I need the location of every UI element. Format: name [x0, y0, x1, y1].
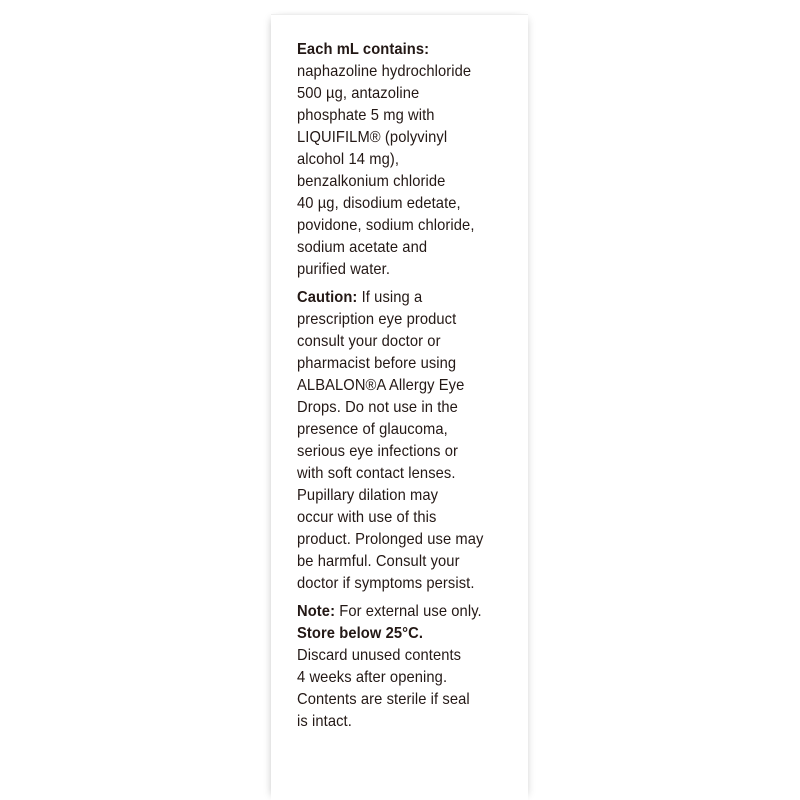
caution-line: Pupillary dilation may	[297, 487, 439, 504]
caution-line: with soft contact lenses.	[297, 465, 456, 482]
contents-line: povidone, sodium chloride,	[297, 217, 475, 234]
note-label: Note:	[297, 603, 336, 620]
storage-instruction: Store below 25°C.	[297, 625, 424, 642]
contents-line: alcohol 14 mg),	[297, 151, 400, 168]
caution-line: presence of glaucoma,	[297, 421, 448, 438]
caution-first-line	[297, 287, 507, 309]
contents-heading: Each mL contains:	[297, 41, 430, 58]
note-section	[297, 601, 507, 733]
caution-line: doctor if symptoms persist.	[297, 575, 475, 592]
contents-line: sodium acetate and	[297, 239, 428, 256]
caution-line: occur with use of this	[297, 509, 437, 526]
package-side-panel	[271, 14, 528, 800]
note-line: Contents are sterile if seal	[297, 691, 470, 708]
note-first-line	[297, 601, 507, 623]
contents-line: benzalkonium chloride	[297, 173, 446, 190]
caution-line: prescription eye product	[297, 311, 457, 328]
contents-line: naphazoline hydrochloride	[297, 63, 472, 80]
note-line: 4 weeks after opening.	[297, 669, 448, 686]
note-intro: For external use only.	[335, 603, 482, 620]
caution-line: be harmful. Consult your	[297, 553, 460, 570]
note-line: Discard unused contents	[297, 647, 462, 664]
caution-line: pharmacist before using	[297, 355, 457, 372]
contents-line: LIQUIFILM® (polyvinyl	[297, 129, 448, 146]
caution-line: consult your doctor or	[297, 333, 441, 350]
contents-line: purified water.	[297, 261, 391, 278]
caution-line: product. Prolonged use may	[297, 531, 484, 548]
caution-label: Caution:	[297, 289, 358, 306]
caution-section	[297, 287, 507, 595]
caution-line: ALBALON®A Allergy Eye	[297, 377, 465, 394]
caution-intro: If using a	[357, 289, 423, 306]
label-text	[297, 39, 507, 733]
contents-line: phosphate 5 mg with	[297, 107, 435, 124]
note-line: is intact.	[297, 713, 352, 730]
contents-section	[297, 39, 507, 281]
caution-line: serious eye infections or	[297, 443, 459, 460]
contents-line: 500 µg, antazoline	[297, 85, 420, 102]
caution-line: Drops. Do not use in the	[297, 399, 458, 416]
contents-line: 40 µg, disodium edetate,	[297, 195, 461, 212]
